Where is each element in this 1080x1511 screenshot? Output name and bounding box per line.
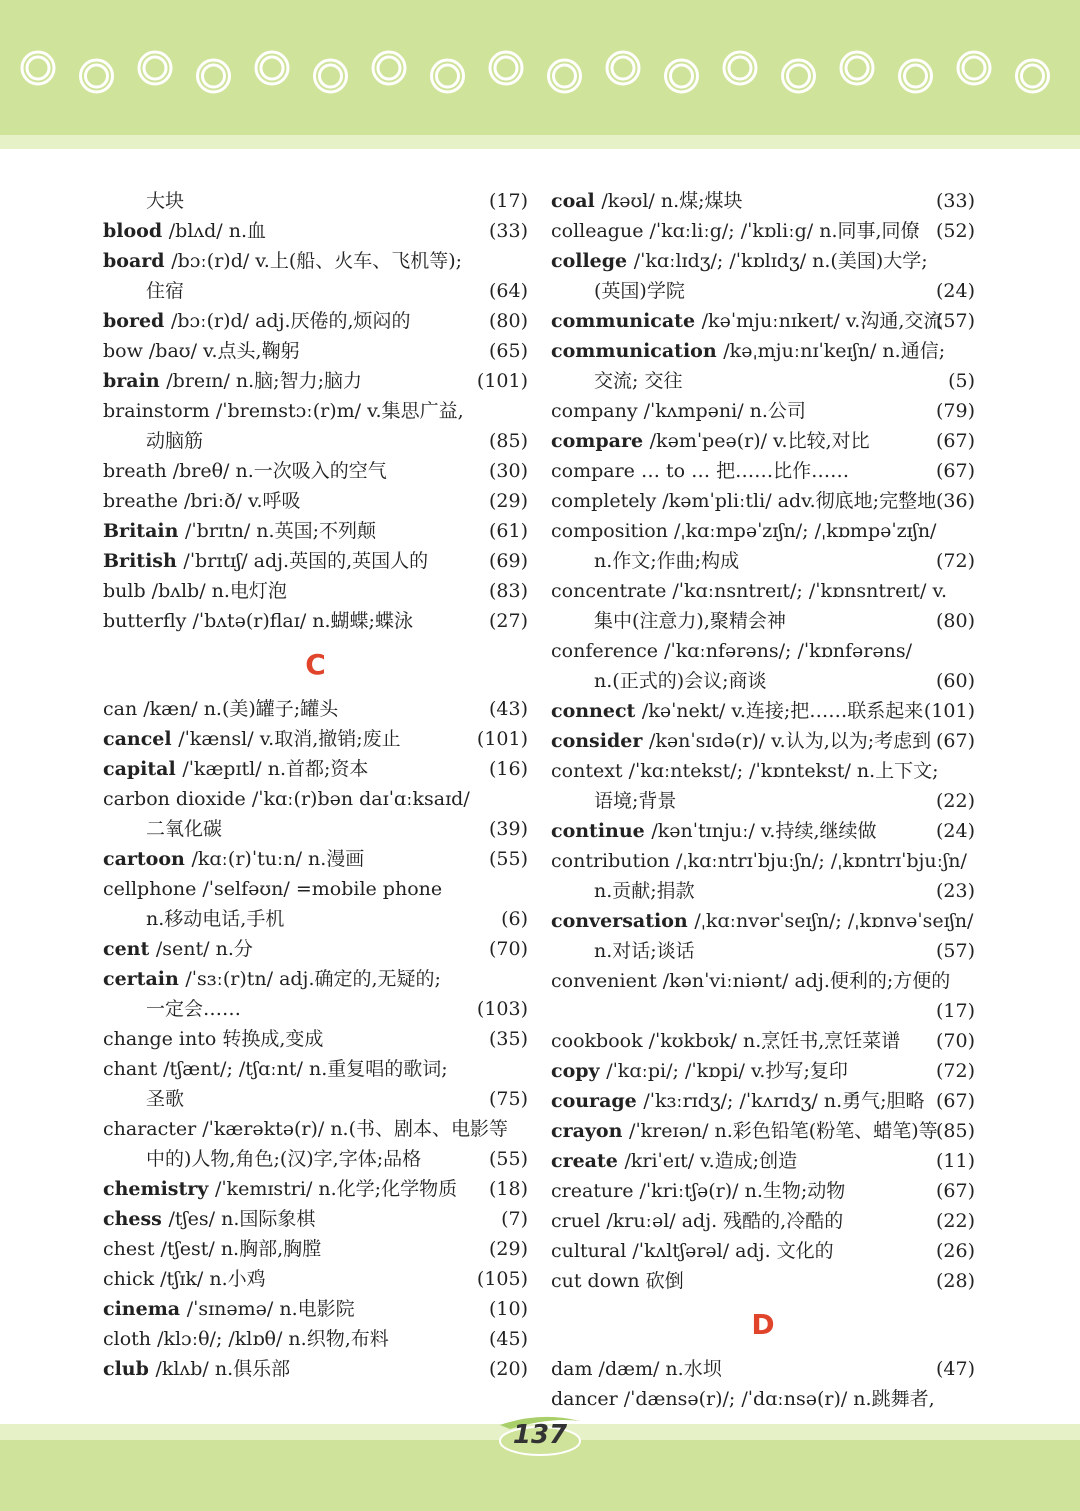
page-reference: (35) (488, 1028, 528, 1050)
entry-text: (英国)学院 (594, 280, 685, 302)
page-reference: (18) (488, 1178, 528, 1200)
dictionary-line (551, 1176, 975, 1206)
entry-text: coal /kəʊl/ n.煤;煤块 (551, 190, 743, 212)
headword: club (103, 1358, 156, 1380)
ring-icon (846, 57, 868, 79)
dictionary-line (551, 1026, 975, 1056)
dictionary-line (551, 936, 975, 966)
entry-text: company /ˈkʌmpəni/ n.公司 (551, 400, 806, 422)
dictionary-line (103, 1264, 528, 1294)
dictionary-line (103, 426, 528, 456)
headword: consider (551, 730, 649, 752)
entry-text: chess /tʃes/ n.国际象棋 (103, 1208, 316, 1230)
dictionary-line (551, 786, 975, 816)
left-column (103, 186, 528, 1384)
page-reference: (80) (935, 610, 975, 632)
dictionary-line (103, 964, 528, 994)
page-reference: (85) (488, 430, 528, 452)
page-reference: (101) (923, 700, 975, 722)
dictionary-line (551, 1354, 975, 1384)
dictionary-line (103, 1114, 528, 1144)
dictionary-line (551, 246, 975, 276)
page-reference: (64) (488, 280, 528, 302)
page-reference: (17) (488, 190, 528, 212)
dictionary-line (103, 1294, 528, 1324)
headword: certain (103, 968, 186, 990)
headword: chemistry (103, 1178, 215, 1200)
dictionary-line (551, 1384, 975, 1414)
ring-icon (612, 57, 634, 79)
dictionary-line (103, 844, 528, 874)
dictionary-line (551, 876, 975, 906)
entry-text: blood /blʌd/ n.血 (103, 220, 267, 242)
page-reference: (80) (488, 310, 528, 332)
dictionary-line (551, 1236, 975, 1266)
page-reference: (7) (501, 1208, 528, 1230)
page-reference: (70) (488, 938, 528, 960)
ring-icon (495, 57, 517, 79)
dictionary-line (103, 366, 528, 396)
entry-text: capital /ˈkæpɪtl/ n.首都;资本 (103, 758, 369, 780)
page-reference: (105) (476, 1268, 528, 1290)
right-column (551, 186, 975, 1414)
entry-text: connect /kəˈnekt/ v.连接;把……联系起来 (551, 700, 924, 722)
page-reference: (67) (935, 460, 975, 482)
page-reference: (72) (935, 1060, 975, 1082)
entry-text: bulb /bʌlb/ n.电灯泡 (103, 580, 287, 602)
page-reference: (20) (488, 1358, 528, 1380)
headword: communication (551, 340, 724, 362)
page-reference: (28) (935, 1270, 975, 1292)
headword: Britain (103, 520, 186, 542)
entry-text: consider /kənˈsɪdə(r)/ v.认为,以为;考虑到 (551, 730, 932, 752)
headword: capital (103, 758, 183, 780)
dictionary-line (103, 994, 528, 1024)
dictionary-line (551, 456, 975, 486)
entry-text: cultural /ˈkʌltʃərəl/ adj. 文化的 (551, 1240, 834, 1262)
ring-icon (963, 57, 985, 79)
entry-text: character /ˈkærəktə(r)/ n.(书、剧本、电影等 (103, 1118, 509, 1140)
entry-text: brainstorm /ˈbreɪnstɔː(r)m/ v.集思广益, (103, 400, 464, 422)
headword: chess (103, 1208, 169, 1230)
entry-text: British /ˈbrɪtɪʃ/ adj.英国的,英国人的 (103, 550, 429, 572)
dictionary-line (551, 1086, 975, 1116)
dictionary-line (103, 396, 528, 426)
page-reference: (83) (488, 580, 528, 602)
dictionary-line (551, 546, 975, 576)
dictionary-line (551, 366, 975, 396)
dictionary-line (103, 576, 528, 606)
page-reference: (85) (935, 1120, 975, 1142)
page-reference: (29) (488, 1238, 528, 1260)
page-reference: (55) (488, 848, 528, 870)
page-reference: (57) (935, 940, 975, 962)
entry-text: Britain /ˈbrɪtn/ n.英国;不列颠 (103, 520, 376, 542)
entry-text: 中的)人物,角色;(汉)字,字体;品格 (146, 1148, 422, 1170)
dictionary-line (551, 216, 975, 246)
page-number: 137 (512, 1420, 568, 1450)
headword: brain (103, 370, 167, 392)
headword: compare (551, 430, 650, 452)
entry-text: butterfly /ˈbʌtə(r)flaɪ/ n.蝴蝶;蝶泳 (103, 610, 413, 632)
page-reference: (22) (935, 1210, 975, 1232)
dictionary-line (551, 996, 975, 1026)
headword: conversation (551, 910, 695, 932)
page-reference: (30) (488, 460, 528, 482)
page-reference: (60) (935, 670, 975, 692)
entry-text: context /ˈkɑːntekst/; /ˈkɒntekst/ n.上下文; (551, 760, 939, 782)
page-reference: (22) (935, 790, 975, 812)
entry-text: crayon /ˈkreɪən/ n.彩色铅笔(粉笔、蜡笔)等 (551, 1120, 938, 1142)
page-reference: (36) (935, 490, 975, 512)
ring-icon (1022, 65, 1044, 87)
entry-text: conference /ˈkɑːnfərəns/; /ˈkɒnfərəns/ (551, 640, 912, 662)
entry-text: cellphone /ˈselfəʊn/ =mobile phone (103, 878, 443, 900)
entry-text: college /ˈkɑːlɪdʒ/; /ˈkɒlɪdʒ/ n.(美国)大学; (551, 250, 928, 272)
ring-icon (144, 57, 166, 79)
dictionary-line (551, 966, 975, 996)
headword: courage (551, 1090, 644, 1112)
page-reference: (101) (476, 728, 528, 750)
entry-text: 语境;背景 (594, 790, 677, 812)
entry-text: can /kæn/ n.(美)罐子;罐头 (103, 698, 339, 720)
entry-text: board /bɔː(r)d/ v.上(船、火车、飞机等); (103, 250, 463, 272)
headword: connect (551, 700, 642, 722)
ring-icon (905, 65, 927, 87)
entry-text: 二氧化碳 (146, 818, 223, 840)
headword: college (551, 250, 634, 272)
entry-text: conversation /ˌkɑːnvərˈseɪʃn/; /ˌkɒnvəˈseɪʃn/ (551, 910, 974, 932)
page-reference: (52) (935, 220, 975, 242)
entry-text: communicate /kəˈmjuːnɪkeɪt/ v.沟通,交流 (551, 310, 943, 332)
dictionary-line (103, 186, 528, 216)
section-letter: D (751, 1308, 775, 1341)
entry-text: chant /tʃænt/; /tʃɑːnt/ n.重复唱的歌词; (103, 1058, 448, 1080)
entry-text: 一定会…… (146, 998, 242, 1020)
entry-text: n.移动电话,手机 (146, 908, 285, 930)
dictionary-line (103, 904, 528, 934)
entry-text: change into 转换成,变成 (103, 1028, 324, 1050)
entry-text: 住宿 (146, 280, 185, 302)
header-stripe (0, 135, 1080, 149)
entry-text: chick /tʃɪk/ n.小鸡 (103, 1268, 266, 1290)
ring-icon (27, 57, 49, 79)
page-reference: (61) (488, 520, 528, 542)
dictionary-line (551, 426, 975, 456)
page-reference: (55) (488, 1148, 528, 1170)
entry-text: convenient /kənˈviːniənt/ adj.便利的;方便的 (551, 970, 951, 992)
headword: create (551, 1150, 625, 1172)
dictionary-line (103, 1174, 528, 1204)
dictionary-line (551, 336, 975, 366)
page-reference: (47) (935, 1358, 975, 1380)
dictionary-line (103, 546, 528, 576)
page-reference: (69) (488, 550, 528, 572)
entry-text: completely /kəmˈpliːtli/ adv.彻底地;完整地 (551, 490, 937, 512)
section-letter: C (305, 648, 326, 681)
dictionary-line (103, 754, 528, 784)
entry-text: contribution /ˌkɑːntrɪˈbjuːʃn/; /ˌkɒntrɪˈbjuːʃn/ (551, 850, 967, 872)
dictionary-line (103, 1084, 528, 1114)
dictionary-line (103, 606, 528, 636)
dictionary-line (551, 1266, 975, 1296)
entry-text: breath /breθ/ n.一次吸入的空气 (103, 460, 387, 482)
dictionary-line (551, 696, 975, 726)
page-reference: (24) (935, 820, 975, 842)
entry-text: cloth /klɔːθ/; /klɒθ/ n.织物,布料 (103, 1328, 389, 1350)
page-reference: (16) (488, 758, 528, 780)
headword: coal (551, 190, 602, 212)
entry-text: certain /ˈsɜː(r)tn/ adj.确定的,无疑的; (103, 968, 441, 990)
dictionary-line (103, 1354, 528, 1384)
entry-text: cookbook /ˈkʊkbʊk/ n.烹饪书,烹饪菜谱 (551, 1030, 901, 1052)
dictionary-line (103, 306, 528, 336)
dictionary-line (103, 1234, 528, 1264)
dictionary-line (103, 516, 528, 546)
entry-text: compare /kəmˈpeə(r)/ v.比较,对比 (551, 430, 870, 452)
dictionary-line (551, 846, 975, 876)
page-reference: (72) (935, 550, 975, 572)
entry-text: club /klʌb/ n.俱乐部 (103, 1358, 291, 1380)
entry-text: colleague /ˈkɑːliːg/; /ˈkɒliːg/ n.同事,同僚 (551, 220, 920, 242)
entry-text: 集中(注意力),聚精会神 (594, 610, 786, 632)
dictionary-line (551, 576, 975, 606)
ring-icon (203, 65, 225, 87)
page-reference: (67) (935, 1180, 975, 1202)
dictionary-line (551, 666, 975, 696)
ring-icon (261, 57, 283, 79)
page-reference: (33) (935, 190, 975, 212)
entry-text: compare … to … 把……比作…… (551, 460, 850, 482)
headword: crayon (551, 1120, 630, 1142)
headword: copy (551, 1060, 607, 1082)
entry-text: creature /ˈkriːtʃə(r)/ n.生物;动物 (551, 1180, 846, 1202)
dictionary-line (551, 906, 975, 936)
headword: cancel (103, 728, 179, 750)
entry-text: courage /ˈkɜːrɪdʒ/; /ˈkʌrɪdʒ/ n.勇气;胆略 (551, 1090, 925, 1112)
page-reference: (75) (488, 1088, 528, 1110)
entry-text: cancel /ˈkænsl/ v.取消,撤销;废止 (103, 728, 401, 750)
page-reference: (24) (935, 280, 975, 302)
page-reference: (70) (935, 1030, 975, 1052)
dictionary-line (103, 1144, 528, 1174)
dictionary-line (103, 934, 528, 964)
ring-icon (378, 57, 400, 79)
dictionary-line (551, 396, 975, 426)
page-reference: (103) (476, 998, 528, 1020)
entry-text: 大块 (146, 190, 185, 212)
dictionary-line (551, 186, 975, 216)
page-reference: (101) (476, 370, 528, 392)
entry-text: concentrate /ˈkɑːnsntreɪt/; /ˈkɒnsntreɪt/ v. (551, 580, 948, 602)
dictionary-line (103, 1024, 528, 1054)
entry-text: dam /dæm/ n.水坝 (551, 1358, 722, 1380)
entry-text: create /kriˈeɪt/ v.造成;创造 (551, 1150, 798, 1172)
dictionary-line (551, 306, 975, 336)
headword: blood (103, 220, 169, 242)
page-reference: (67) (935, 730, 975, 752)
entry-text: cent /sent/ n.分 (103, 938, 253, 960)
entry-text: n.贡献;捐款 (594, 880, 695, 902)
entry-text: 圣歌 (146, 1088, 185, 1110)
dictionary-line (551, 516, 975, 546)
dictionary-line (551, 276, 975, 306)
page-reference: (57) (935, 310, 975, 332)
dictionary-line (103, 216, 528, 246)
entry-text: breathe /briːð/ v.呼吸 (103, 490, 301, 512)
ring-icon (671, 65, 693, 87)
entry-text: 交流; 交往 (594, 370, 683, 392)
dictionary-line (551, 606, 975, 636)
headword: cent (103, 938, 156, 960)
dictionary-line (103, 246, 528, 276)
entry-text: cruel /kruːəl/ adj. 残酷的,冷酷的 (551, 1210, 844, 1232)
dictionary-line (103, 336, 528, 366)
page-reference: (17) (935, 1000, 975, 1022)
headword: board (103, 250, 172, 272)
page-reference: (45) (488, 1328, 528, 1350)
entry-text: cinema /ˈsɪnəmə/ n.电影院 (103, 1298, 355, 1320)
headword: continue (551, 820, 652, 842)
dictionary-line (103, 486, 528, 516)
dictionary-line (103, 276, 528, 306)
dictionary-line (551, 486, 975, 516)
dictionary-line (551, 1116, 975, 1146)
page-reference: (23) (935, 880, 975, 902)
entry-text: n.对话;谈话 (594, 940, 695, 962)
entry-text: bored /bɔː(r)d/ adj.厌倦的,烦闷的 (103, 310, 411, 332)
entry-text: n.作文;作曲;构成 (594, 550, 740, 572)
entry-text: copy /ˈkɑːpi/; /ˈkɒpi/ v.抄写;复印 (551, 1060, 848, 1082)
entry-text: n.(正式的)会议;商谈 (594, 670, 767, 692)
entry-text: cut down 砍倒 (551, 1270, 684, 1292)
dictionary-line (103, 874, 528, 904)
page-reference: (6) (501, 908, 528, 930)
page-reference: (67) (935, 430, 975, 452)
entry-text: chemistry /ˈkemɪstri/ n.化学;化学物质 (103, 1178, 458, 1200)
dictionary-line (103, 1324, 528, 1354)
ring-icon (320, 65, 342, 87)
entry-text: carbon dioxide /ˈkɑː(r)bən daɪˈɑːksaɪd/ (103, 788, 470, 810)
ring-icon (729, 57, 751, 79)
dictionary-line (103, 784, 528, 814)
dictionary-line (103, 814, 528, 844)
dictionary-line (551, 756, 975, 786)
page-reference: (26) (935, 1240, 975, 1262)
page-reference: (27) (488, 610, 528, 632)
page-reference: (5) (948, 370, 975, 392)
page-reference: (67) (935, 1090, 975, 1112)
page-reference: (33) (488, 220, 528, 242)
ring-icon (554, 65, 576, 87)
entry-text: cartoon /kɑː(r)ˈtuːn/ n.漫画 (103, 848, 365, 870)
page-reference: (43) (488, 698, 528, 720)
dictionary-line (551, 816, 975, 846)
entry-text: composition /ˌkɑːmpəˈzɪʃn/; /ˌkɒmpəˈzɪʃn/ (551, 520, 937, 542)
dictionary-line (551, 636, 975, 666)
ring-icon (437, 65, 459, 87)
page-reference: (11) (935, 1150, 975, 1172)
ring-icon (86, 65, 108, 87)
dictionary-line (103, 456, 528, 486)
dictionary-line (103, 1054, 528, 1084)
headword: bored (103, 310, 171, 332)
dictionary-line (551, 1056, 975, 1086)
ring-icon (788, 65, 810, 87)
headword: British (103, 550, 184, 572)
entry-text: bow /baʊ/ v.点头,鞠躬 (103, 340, 300, 362)
dictionary-line (551, 1206, 975, 1236)
decorative-circles (0, 0, 1080, 135)
page-reference: (65) (488, 340, 528, 362)
headword: communicate (551, 310, 702, 332)
dictionary-line (551, 1146, 975, 1176)
dictionary-line (103, 694, 528, 724)
page-reference: (39) (488, 818, 528, 840)
dictionary-line (103, 724, 528, 754)
entry-text: 动脑筋 (146, 430, 204, 452)
page-reference: (79) (935, 400, 975, 422)
entry-text: communication /kəˌmjuːnɪˈkeɪʃn/ n.通信; (551, 340, 946, 362)
dictionary-line (551, 726, 975, 756)
entry-text: chest /tʃest/ n.胸部,胸膛 (103, 1238, 322, 1260)
dictionary-line (103, 1204, 528, 1234)
headword: cinema (103, 1298, 187, 1320)
entry-text: brain /breɪn/ n.脑;智力;脑力 (103, 370, 362, 392)
entry-text: continue /kənˈtɪnjuː/ v.持续,继续做 (551, 820, 877, 842)
page-reference: (10) (488, 1298, 528, 1320)
page-reference: (29) (488, 490, 528, 512)
headword: cartoon (103, 848, 192, 870)
entry-text: dancer /ˈdænsə(r)/; /ˈdɑːnsə(r)/ n.跳舞者, (551, 1388, 935, 1410)
